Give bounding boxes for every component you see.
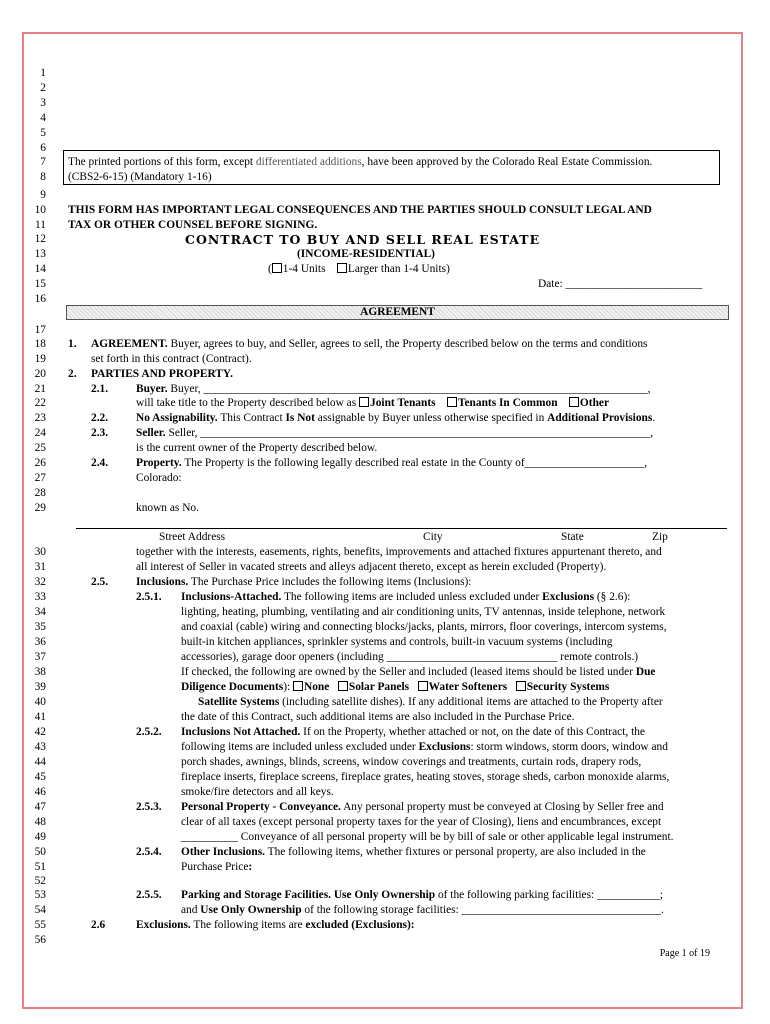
- line-number: [30, 323, 50, 338]
- line-number: [30, 81, 50, 96]
- remote-controls-field[interactable]: accessories), garage door openers (including ______________________________ remote controls.): [181, 651, 639, 663]
- line-number-text: 40: [34, 696, 46, 708]
- checkbox-water-softeners[interactable]: [418, 681, 428, 691]
- date-field[interactable]: Date: ________________________: [538, 278, 703, 290]
- line-33: 2.5.1. Inclusions-Attached. The following items are included unless excluded under Exclusions (§ 2.6):: [136, 591, 631, 603]
- date-line: [30, 277, 730, 292]
- line-37: [30, 650, 730, 665]
- line-number-text: 11: [35, 219, 46, 231]
- line-number-text: 29: [34, 502, 46, 514]
- line-number-text: 6: [40, 142, 46, 154]
- line-38: If checked, the following are owned by the Seller and included (leased items should be listed under Due: [181, 666, 656, 678]
- line-24: 2.3. Seller. Seller, _______________________________________________________________________________,: [91, 427, 654, 439]
- line-29: known as No.: [136, 502, 199, 514]
- line-34: lighting, heating, plumbing, ventilating and air conditioning units, TV antennas, inside telephone, network: [181, 606, 666, 618]
- line-number-text: 20: [34, 368, 46, 380]
- checkbox-none[interactable]: [293, 681, 303, 691]
- line-number-text: 22: [34, 397, 46, 409]
- seller-field[interactable]: Seller, _______________________________________________________________________________,: [165, 427, 654, 439]
- line-number-text: 2: [40, 82, 46, 94]
- address-labels: Street Address City State Zip: [159, 531, 668, 543]
- line-number-text: 9: [40, 189, 46, 201]
- parking-field[interactable]: of the following parking facilities: ___________;: [435, 889, 663, 901]
- buyer-field[interactable]: Buyer, ______________________________________________________________________________,: [167, 383, 651, 395]
- line-number: [30, 486, 50, 501]
- line-number-text: 10: [34, 204, 46, 216]
- encumbrances-field[interactable]: __________ Conveyance of all personal property will be by bill of sale or other applicable legal instrument.: [181, 831, 674, 843]
- line-number-text: 27: [34, 472, 46, 484]
- line-number-text: 30: [34, 546, 46, 558]
- line-number-text: 45: [34, 771, 46, 783]
- line-40: Satellite Systems (including satellite dishes). If any additional items are attached to the Property after: [198, 696, 663, 708]
- line-number-text: 56: [34, 934, 46, 946]
- line-number-text: 21: [34, 383, 46, 395]
- line-number-text: 36: [34, 636, 46, 648]
- line-number-text: 54: [34, 904, 46, 916]
- line-number: [30, 111, 50, 126]
- line-number-text: 23: [34, 412, 46, 424]
- line-number-text: 49: [34, 831, 46, 843]
- checkbox-joint-tenants[interactable]: [359, 397, 369, 407]
- line-42: 2.5.2. Inclusions Not Attached. If on the Property, whether attached or not, on the date of this Contract, the: [136, 726, 645, 738]
- line-number: [30, 292, 50, 307]
- line-32: 2.5. Inclusions. The Purchase Price includes the following items (Inclusions):: [91, 576, 472, 588]
- line-46: smoke/fire detectors and all keys.: [181, 786, 334, 798]
- line-number-text: 31: [34, 561, 46, 573]
- warning-line-11: TAX OR OTHER COUNSEL BEFORE SIGNING.: [68, 219, 318, 231]
- line-36: built-in kitchen appliances, sprinkler systems and controls, built-in vacuum systems (including: [181, 636, 613, 648]
- line-number-text: 24: [34, 427, 46, 439]
- checkbox-tenants-in-common[interactable]: [447, 397, 457, 407]
- line-number: [30, 96, 50, 111]
- line-number-text: 50: [34, 846, 46, 858]
- line-number-text: 4: [40, 112, 46, 124]
- line-50: 2.5.4. Other Inclusions. The following items, whether fixtures or personal property, are also included in the: [136, 846, 646, 858]
- line-number-text: 17: [34, 324, 46, 336]
- line-number: [30, 188, 50, 203]
- line-47: 2.5.3. Personal Property - Conveyance. Any personal property must be conveyed at Closing by Seller free and: [136, 801, 664, 813]
- line-number: [30, 126, 50, 141]
- line-number-text: 26: [34, 457, 46, 469]
- line-number-text: 38: [34, 666, 46, 678]
- contract-title-line: [30, 232, 730, 247]
- line-51: Purchase Price:: [181, 861, 253, 873]
- line-35: and coaxial (cable) wiring and connecting blocks/jacks, plants, mirrors, floor coverings, intercom systems,: [181, 621, 667, 633]
- line-31: all interest of Seller in vacated streets and alleys adjacent thereto, except as herein excluded (Property).: [136, 561, 607, 573]
- line-number-text: 32: [34, 576, 46, 588]
- line-number-text: 25: [34, 442, 46, 454]
- line-49: [30, 830, 730, 845]
- line-number-text: 33: [34, 591, 46, 603]
- line-number: [30, 874, 50, 889]
- county-field[interactable]: The Property is the following legally described real estate in the County of_____________________,: [181, 457, 648, 469]
- line-55: 2.6 Exclusions. The following items are excluded (Exclusions):: [91, 919, 415, 931]
- address-rule[interactable]: [76, 528, 727, 529]
- line-number-text: 35: [34, 621, 46, 633]
- contract-title: CONTRACT TO BUY AND SELL REAL ESTATE: [185, 232, 541, 247]
- line-48: clear of all taxes (except personal property taxes for the year of Closing), liens and encumbrances, except: [181, 816, 662, 828]
- line-53: 2.5.5. Parking and Storage Facilities. Use Only Ownership of the following parking facilities: ___________;: [136, 889, 663, 901]
- line-30: together with the interests, easements, rights, benefits, improvements and attached fixtures appurtenant thereto, and: [136, 546, 662, 558]
- line-number-text: 18: [34, 338, 46, 350]
- line-number-text: 43: [34, 741, 46, 753]
- line-number-text: 55: [34, 919, 46, 931]
- line-number-text: 16: [34, 293, 46, 305]
- differentiated-additions: differentiated additions: [255, 156, 362, 168]
- line-number-text: 53: [34, 889, 46, 901]
- line-25: is the current owner of the Property described below.: [136, 442, 378, 454]
- line-54: and Use Only Ownership of the following storage facilities: ___________________________________.: [181, 904, 664, 916]
- line-number-text: 34: [34, 606, 46, 618]
- line-number: [30, 66, 50, 81]
- line-number-text: 5: [40, 127, 46, 139]
- page-number: Page 1 of 19: [659, 948, 710, 959]
- line-number-text: 47: [34, 801, 46, 813]
- line-number-text: 28: [34, 487, 46, 499]
- line-26: 2.4. Property. The Property is the following legally described real estate in the County of_____________________,: [91, 457, 648, 469]
- line-number-text: 12: [34, 233, 46, 245]
- line-number-text: 52: [34, 875, 46, 887]
- line-number-text: 46: [34, 786, 46, 798]
- line-number-text: 1: [40, 67, 46, 79]
- contract-subtitle: (INCOME-RESIDENTIAL): [297, 248, 435, 260]
- unit-options-line: ( 1-4 Units Larger than 1-4 Units): [268, 263, 450, 275]
- line-27: Colorado:: [136, 472, 182, 484]
- line-43: following items are included unless excluded under Exclusions: storm windows, storm doors, window and: [181, 741, 668, 753]
- line-21: 2.1. Buyer. Buyer, ______________________________________________________________________________,: [91, 383, 651, 395]
- line-number-text: 8: [40, 171, 46, 183]
- line-number: [30, 933, 50, 948]
- notice-line-8: [30, 170, 730, 185]
- line-20: 2. PARTIES AND PROPERTY.: [68, 368, 233, 380]
- checkbox-security-systems[interactable]: [516, 681, 526, 691]
- line-44: porch shades, awnings, blinds, screens, window coverings and treatments, curtain rods, drapery rods,: [181, 756, 642, 768]
- subtitle-line: [30, 247, 730, 262]
- line-18: 1. AGREEMENT. Buyer, agrees to buy, and Seller, agrees to sell, the Property described below on the terms and conditions: [68, 338, 648, 350]
- checkbox-larger-than-1-4[interactable]: [337, 263, 347, 273]
- line-number-text: 14: [34, 263, 46, 275]
- line-number-text: 48: [34, 816, 46, 828]
- line-number-text: 39: [34, 681, 46, 693]
- line-number-text: 7: [40, 156, 46, 168]
- line-number-text: 37: [34, 651, 46, 663]
- line-39: Diligence Documents): None Solar Panels Water Softeners Security Systems: [181, 681, 610, 693]
- option-1-4-units: 1-4 Units: [282, 263, 326, 275]
- warning-line-10: THIS FORM HAS IMPORTANT LEGAL CONSEQUENCES AND THE PARTIES SHOULD CONSULT LEGAL AND: [68, 204, 652, 216]
- line-45: fireplace inserts, fireplace screens, fireplace grates, heating stoves, storage sheds, carbon monoxide alarms,: [181, 771, 670, 783]
- line-number-text: 15: [34, 278, 46, 290]
- line-23: 2.2. No Assignability. This Contract Is Not assignable by Buyer unless otherwise specified in Additional Provisions.: [91, 412, 656, 424]
- checkbox-solar-panels[interactable]: [338, 681, 348, 691]
- line-22: will take title to the Property described below as Joint Tenants Tenants In Common Other: [136, 397, 610, 409]
- line-number-text: 13: [34, 248, 46, 260]
- notice-text-end: , have been approved by the Colorado Real Estate Commission.: [361, 156, 653, 168]
- line-number: [30, 141, 50, 156]
- line-number-text: 3: [40, 97, 46, 109]
- agreement-section-bar: AGREEMENT: [66, 305, 729, 320]
- storage-field[interactable]: of the following storage facilities: ___________________________________.: [301, 904, 664, 916]
- form-code: (CBS2-6-15) (Mandatory 1-16): [68, 171, 212, 183]
- line-number-text: 51: [34, 861, 46, 873]
- line-number-text: 42: [34, 726, 46, 738]
- line-number-text: 41: [34, 711, 46, 723]
- checkbox-1-4-units[interactable]: [272, 263, 282, 273]
- line-41: the date of this Contract, such additional items are also included in the Purchase Price.: [181, 711, 575, 723]
- checkbox-other[interactable]: [569, 397, 579, 407]
- notice-text: The printed portions of this form, except: [68, 156, 256, 168]
- line-number-text: 44: [34, 756, 46, 768]
- notice-line-7: [30, 155, 730, 170]
- line-19: set forth in this contract (Contract).: [91, 353, 252, 365]
- line-number-text: 19: [34, 353, 46, 365]
- option-larger-units: Larger than 1-4 Units): [347, 263, 450, 275]
